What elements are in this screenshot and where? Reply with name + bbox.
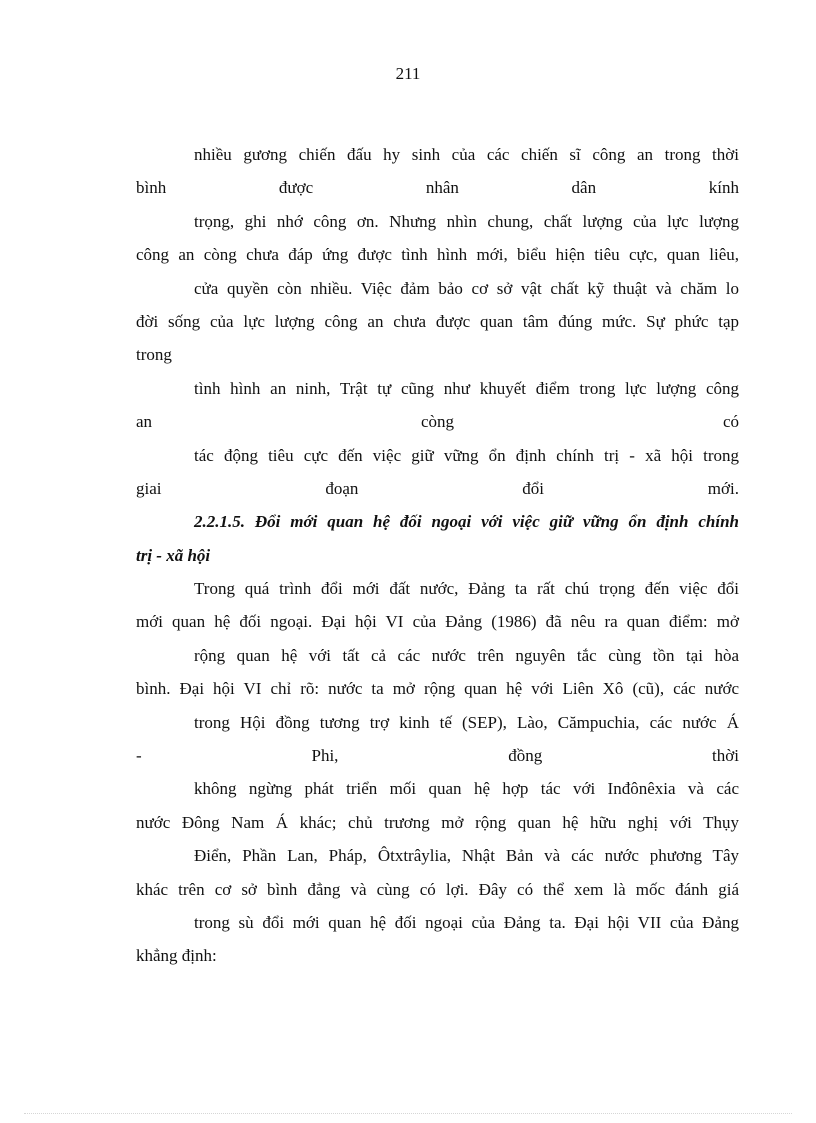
section-heading-line: 2.2.1.5. Đổi mới quan hệ đối ngoại với việc giữ vững ổn định chính — [194, 512, 739, 532]
text-line: trong — [136, 345, 172, 365]
text-line: Trong quá trình đổi mới đất nước, Đảng ta rất chú trọng đến việc đổi — [194, 579, 739, 599]
text-line: rộng quan hệ với tất cả các nước trên nguyên tắc cùng tồn tại hòa — [194, 645, 739, 665]
text-line: công an còng chưa đáp ứng được tình hình mới, biểu hiện tiêu cực, quan liêu, — [136, 245, 739, 265]
text-line: tác động tiêu cực đến việc giữ vững ổn định chính trị - xã hội trong — [194, 445, 739, 465]
text-line: an còng có — [136, 412, 739, 432]
text-line: đời sống của lực lượng công an chưa được quan tâm đúng mức. Sự phức tạp — [136, 311, 739, 331]
text-line: bình. Đại hội VI chỉ rõ: nước ta mở rộng quan hệ với Liên Xô (cũ), các nước — [136, 679, 739, 699]
page-bottom-divider — [24, 1113, 792, 1114]
text-line: trong Hội đồng tương trợ kinh tế (SEP), Lào, Cămpuchia, các nước Á — [194, 712, 739, 732]
text-line: khác trên cơ sở bình đẳng và cùng có lợi. Đây có thể xem là mốc đánh giá — [136, 879, 739, 899]
text-line: cửa quyền còn nhiều. Việc đảm bảo cơ sở vật chất kỹ thuật và chăm lo — [194, 278, 739, 298]
text-line: khẳng định: — [136, 946, 217, 966]
text-line: Điển, Phần Lan, Pháp, Ôtxtrâylia, Nhật Bản và các nước phương Tây — [194, 846, 739, 866]
text-line: bình được nhân dân kính — [136, 178, 739, 198]
text-line: trọng, ghi nhớ công ơn. Nhưng nhìn chung, chất lượng của lực lượng — [194, 211, 739, 231]
body-text — [136, 143, 739, 978]
text-line: tình hình an ninh, Trật tự cũng như khuyết điểm trong lực lượng công — [194, 378, 739, 398]
text-line: nhiều gương chiến đấu hy sinh của các chiến sĩ công an trong thời — [194, 145, 739, 164]
text-line: giai đoạn đổi mới. — [136, 478, 739, 498]
text-line: mới quan hệ đối ngoại. Đại hội VI của Đảng (1986) đã nêu ra quan điểm: mở — [136, 612, 739, 632]
text-line: nước Đông Nam Á khác; chủ trương mở rộng quan hệ hữu nghị với Thụy — [136, 812, 739, 832]
section-heading-line: trị - xã hội — [136, 545, 211, 565]
text-line: trong sù đổi mới quan hệ đối ngoại của Đảng ta. Đại hội VII của Đảng — [194, 912, 739, 932]
text-line: - Phi, đồng thời — [136, 746, 739, 766]
text-line: không ngừng phát triển mối quan hệ hợp tác với Inđônêxia và các — [194, 779, 739, 799]
page-number: 211 — [395, 64, 421, 83]
